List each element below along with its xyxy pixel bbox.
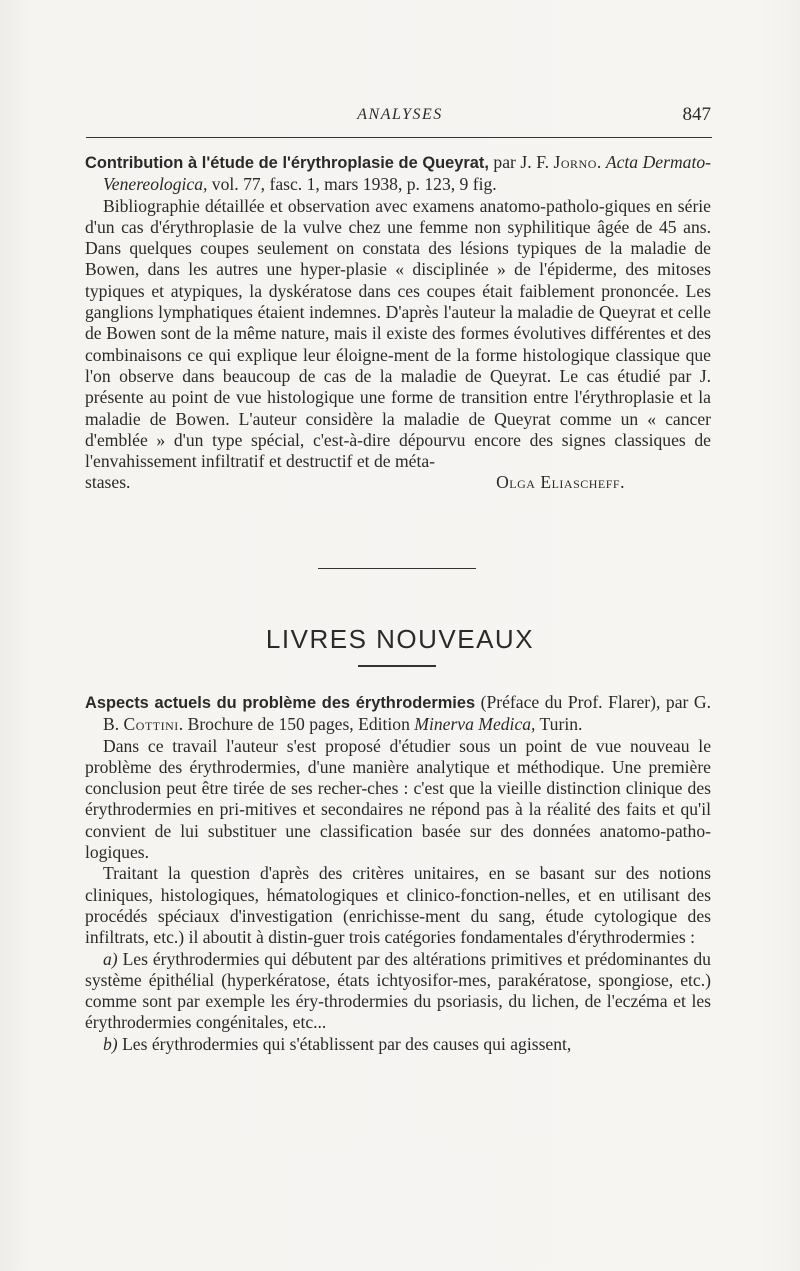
article1-title: Contribution à l'étude de l'érythroplasie de Queyrat, xyxy=(85,154,489,172)
article1-signature: Olga Eliascheff. xyxy=(496,472,625,493)
article2-ref: . Brochure de 150 pages, Edition xyxy=(178,714,410,735)
article2-title: Aspects actuels du problème des érythrodermies xyxy=(85,694,476,712)
section-rule xyxy=(358,665,436,667)
article-erythroplasie xyxy=(85,152,711,494)
article2-para1: Dans ce travail l'auteur s'est proposé d'étudier sous un point de vue nouveau le problème des érythrodermies, d'une manière analytique et méthodique. Une première conclusion peut être tirée de ses recher-ches : c'est que la vieille distinction clinique des érythrodermies en pri-mitives et secondaires ne répond pas à la réalité des faits et qu'il convient de lui substituer une classification basée sur des données anatomo-patho-logiques. xyxy=(85,735,711,863)
article2-citation xyxy=(85,692,711,736)
item-b-text: Les érythrodermies qui s'établissent par des causes qui agissent, xyxy=(122,1033,572,1054)
article1-journal: Acta Dermato-Venereologica, xyxy=(103,152,712,195)
article1-ref: vol. 77, fasc. 1, mars 1938, p. 123, 9 fig. xyxy=(211,174,497,195)
page-number: 847 xyxy=(682,104,711,125)
article2-preface: (Préface du Prof. Flarer), par G. B. xyxy=(103,692,712,735)
article2-author: Cottini xyxy=(123,714,179,735)
item-a-label: a) xyxy=(103,948,118,969)
article-separator xyxy=(318,568,476,569)
article1-citation: Contribution à l'étude de l'érythroplasie de Queyrat, par J. F. Jorno. Acta Dermato-Venereologica, vol. 77, fasc. 1, mars 1938, p. 123, 9 fig. xyxy=(85,152,712,195)
article1-end-row xyxy=(85,472,711,493)
article1-by: par J. F. xyxy=(493,152,549,172)
running-title: ANALYSES xyxy=(357,106,443,123)
article2-para2: Traitant la question d'après des critères unitaires, en se basant sur des notions cliniques, histologiques, hématologiques et clinico-fonction-nelles, et en utilisant des procédés spéciaux d'investigation (enrichisse-ment du sang, étude cytologique des infiltrats, etc.) il aboutit à distin-guer trois catégories fondamentales d'érythrodermies : xyxy=(85,863,711,948)
header-rule xyxy=(86,137,712,138)
article1-body-end: stases. xyxy=(85,472,131,493)
article2-item-b xyxy=(85,1034,711,1055)
article2-publisher: Minerva Medica, xyxy=(414,714,536,735)
item-b-label: b) xyxy=(103,1033,118,1054)
article-erythrodermies xyxy=(85,692,711,1055)
article1-author: Jorno xyxy=(553,152,597,172)
section-title: LIVRES NOUVEAUX xyxy=(265,624,535,654)
article1-body: Bibliographie détaillée et observation avec examens anatomo-patholo-giques en série d'un cas d'érythroplasie de la vulve chez une femme non syphilitique âgée de 45 ans. Dans quelques coupes seulement on constata des lésions typiques de la maladie de Bowen, dans les autres une hyper-plasie « disciplinée » de l'épiderme, des mitoses typiques et atypiques, la dyskératose dans ces coupes était faiblement prononcée. Les ganglions lymphatiques étaient indemnes. D'après l'auteur la maladie de Queyrat et celle de Bowen sont de la même nature, mais il existe des formes évolutives différentes et des combinaisons ce qui explique leur éloigne-ment de la forme histologique classique que l'on observe dans beaucoup de cas de la maladie de Queyrat. Le cas étudié par J. présente au point de vue histologique une forme de transition entre l'érythroplasie et la maladie de Bowen. L'auteur considère la maladie de Queyrat comme un « cancer d'emblée » d'un type spécial, c'est-à-dire dépourvu encore des signes classiques de l'envahissement infiltratif et destructif et de méta- xyxy=(85,195,711,472)
item-a-text: Les érythrodermies qui débutent par des altérations primitives et prédominantes du système épithélial (hyperkératose, états ichtyosifor-mes, parakératose, spongiose, etc.) comme sont par exemple les éry-throdermies du psoriasis, du lichen, de l'eczéma et les érythrodermies congénitales, etc... xyxy=(85,948,711,1033)
article2-item-a xyxy=(85,949,711,1034)
article2-city: Turin. xyxy=(539,714,583,735)
